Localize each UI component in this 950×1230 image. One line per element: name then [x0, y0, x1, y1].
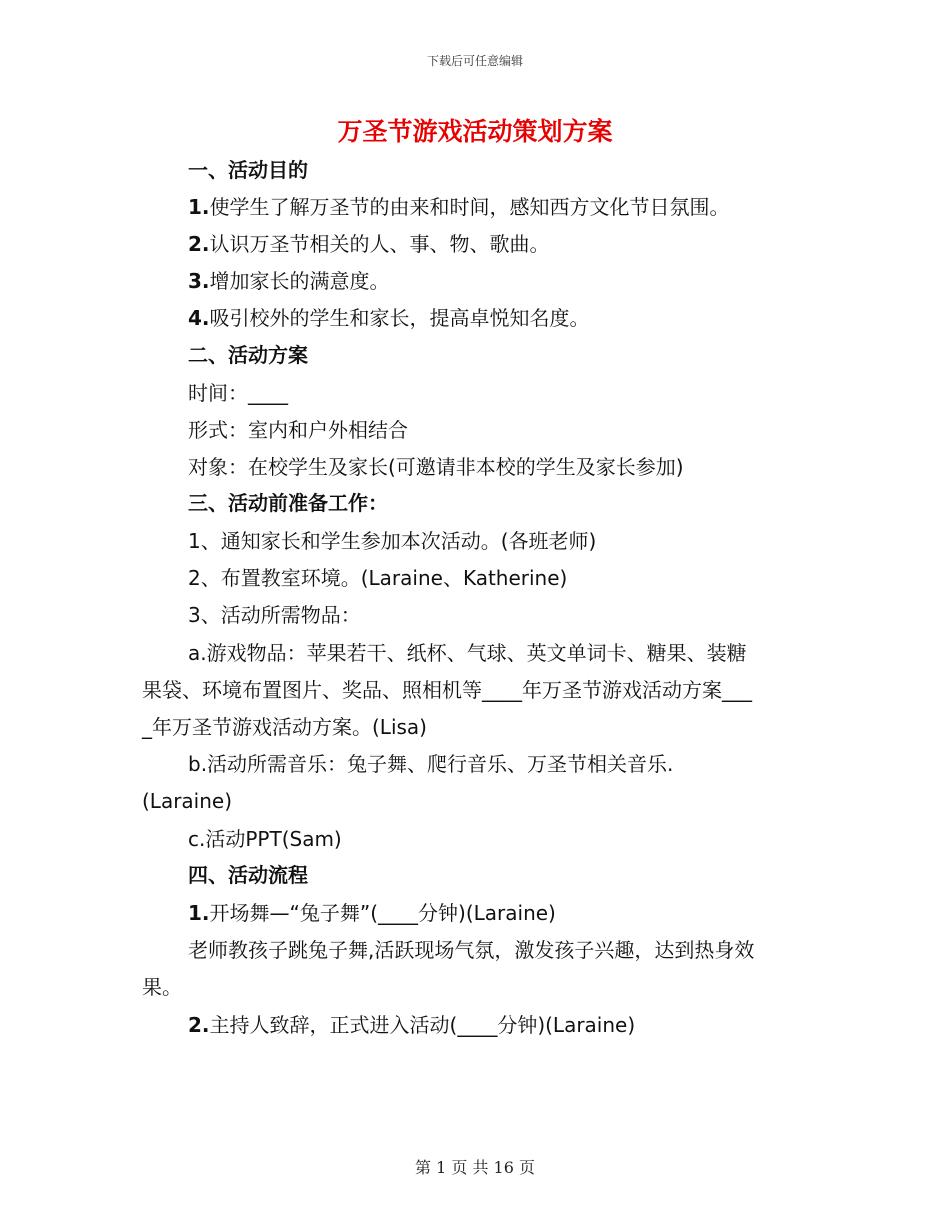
- item-number: 1.: [188, 195, 210, 219]
- section-heading-preparation: 三、活动前准备工作：: [188, 491, 388, 515]
- paragraph-line: b.活动所需音乐：兔子舞、爬行音乐、万圣节相关音乐.: [188, 752, 674, 776]
- item-number: 3.: [188, 269, 210, 293]
- item-number: 2.: [188, 1013, 210, 1037]
- list-item: 1、通知家长和学生参加本次活动。(各班老师): [188, 529, 597, 553]
- header-note: 下载后可任意编辑: [426, 54, 523, 68]
- item-text: 开场舞—“兔子舞”(____分钟)(Laraine): [209, 901, 556, 925]
- plan-form: 形式：室内和户外相结合: [188, 418, 408, 442]
- section-heading-process: 四、活动流程: [188, 863, 308, 887]
- list-item: [188, 231, 550, 257]
- page-number: 第 1 页 共 16 页: [415, 1158, 535, 1177]
- list-item: 2、布置教室环境。(Laraine、Katherine): [188, 566, 568, 590]
- list-item: [188, 305, 590, 331]
- item-text: 吸引校外的学生和家长，提高卓悦知名度。: [209, 306, 590, 330]
- item-number: 2.: [188, 232, 210, 256]
- paragraph-line: _年万圣节游戏活动方案。(Lisa): [142, 715, 427, 739]
- list-item: [188, 900, 556, 926]
- plan-time: 时间：____: [188, 381, 288, 405]
- document-title: 万圣节游戏活动策划方案: [337, 117, 613, 146]
- list-item: [188, 268, 390, 294]
- item-text: 主持人致辞，正式进入活动(____分钟)(Laraine): [209, 1013, 636, 1037]
- paragraph-line: 果。: [142, 975, 182, 999]
- item-number: 1.: [188, 901, 210, 925]
- list-item: [188, 194, 730, 220]
- paragraph-line: 老师教孩子跳兔子舞,活跃现场气氛，激发孩子兴趣，达到热身效: [188, 938, 755, 962]
- plan-target: 对象：在校学生及家长(可邀请非本校的学生及家长参加): [188, 455, 684, 479]
- paragraph-line: c.活动PPT(Sam): [188, 827, 342, 851]
- section-heading-objectives: 一、活动目的: [188, 158, 308, 182]
- list-item: 3、活动所需物品：: [188, 603, 361, 627]
- item-text: 使学生了解万圣节的由来和时间，感知西方文化节日氛围。: [209, 195, 730, 219]
- item-text: 增加家长的满意度。: [209, 269, 390, 293]
- list-item: [188, 1012, 635, 1038]
- paragraph-line: a.游戏物品：苹果若干、纸杯、气球、英文单词卡、糖果、装糖: [188, 641, 747, 665]
- item-number: 4.: [188, 306, 210, 330]
- paragraph-line: (Laraine): [142, 789, 233, 813]
- item-text: 认识万圣节相关的人、事、物、歌曲。: [209, 232, 550, 256]
- paragraph-line: 果袋、环境布置图片、奖品、照相机等____年万圣节游戏活动方案___: [142, 678, 752, 702]
- section-heading-plan: 二、活动方案: [188, 343, 308, 367]
